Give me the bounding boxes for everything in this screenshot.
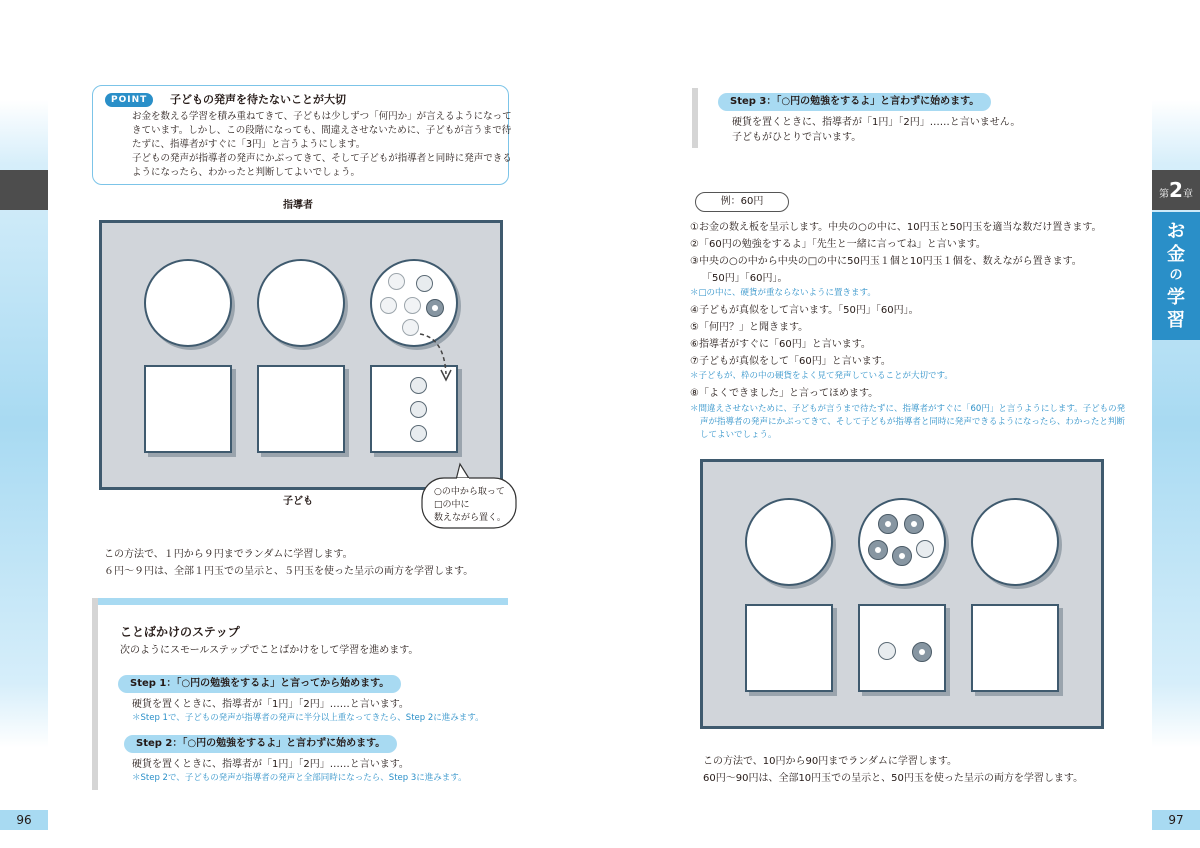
point-line: たずに、指導者がすぐに「3円」と言うようにします。 <box>132 139 366 150</box>
step2-body: 硬貨を置くときに、指導者が「1円」「2円」……と言います。 <box>132 759 409 770</box>
example-note: 声が指導者の発声にかぶってきて、そして子どもが指導者と同時に発声できるようになったら、わかったと判断 <box>700 417 1125 427</box>
example-item: 「50円」「60円」。 <box>702 273 788 284</box>
step3-line: 子どもがひとりで言います。 <box>732 132 862 143</box>
board-square <box>745 604 833 692</box>
chapter-title-char: 金 <box>1167 244 1185 265</box>
example-list <box>690 220 1125 442</box>
coin-10yen <box>916 540 934 558</box>
board-square <box>257 365 345 453</box>
steps-section-bar <box>92 598 508 605</box>
point-body <box>132 110 512 180</box>
example-item: ⑧「よくできました」と言ってほめます。 <box>690 388 879 399</box>
chapter-suffix: 章 <box>1182 189 1193 200</box>
steps-section-title: ことばかけのステップ <box>120 625 240 639</box>
example-note: ＊子どもが、枠の中の硬貨をよく見て発声していることが大切です。 <box>690 371 953 381</box>
step3-line: 硬貨を置くときに、指導者が「1円」「2円」……と言いません。 <box>732 117 1021 128</box>
example-item: ②「60円の勉強をするよ」「先生と一緒に言ってね」と言います。 <box>690 239 986 250</box>
left-body-line: この方法で、１円から９円までランダムに学習します。 <box>104 549 353 560</box>
point-title: 子どもの発声を待たないことが大切 <box>170 93 346 106</box>
board-circle <box>971 498 1059 586</box>
board-square <box>144 365 232 453</box>
page-number-right: 97 <box>1152 810 1200 830</box>
chapter-prefix: 第 <box>1159 189 1170 200</box>
coin-10yen <box>878 642 896 660</box>
point-line: ようになったら、わかったと判断してよいでしょう。 <box>132 167 361 178</box>
bubble-line: □の中に <box>434 500 470 510</box>
counting-board-right <box>700 459 1104 729</box>
coin-1yen <box>416 275 433 292</box>
board-circle <box>144 259 232 347</box>
coin-1yen-faded <box>380 297 397 314</box>
right-body-line: この方法で、10円から90円までランダムに学習します。 <box>703 756 958 767</box>
chapter-title-char: 習 <box>1167 310 1185 331</box>
step3-rule <box>692 88 698 148</box>
example-note: してよいでしょう。 <box>700 430 777 440</box>
point-badge: POINT <box>105 93 153 107</box>
step3-label: Step 3：「○円の勉強をするよ」と言わずに始めます。 <box>718 93 991 111</box>
coin-1yen-faded <box>388 273 405 290</box>
speech-bubble-text <box>434 486 506 525</box>
example-item: ④子どもが真似をして言います。「50円」「60円」。 <box>690 305 919 316</box>
example-item: ①お金の数え板を呈示します。中央の○の中に、10円玉と50円玉を適当な数だけ置きます。 <box>690 222 1102 233</box>
figure-label-teacher: 指導者 <box>283 200 313 211</box>
step2-label: Step 2：「○円の勉強をするよ」と言わずに始めます。 <box>124 735 397 753</box>
example-item: ⑥指導者がすぐに「60円」と言います。 <box>690 339 871 350</box>
coin-50yen <box>892 546 912 566</box>
steps-section-intro: 次のようにスモールステップでことばかけをして学習を進めます。 <box>120 645 419 656</box>
point-line: 子どもの発声が指導者の発声にかぶってきて、そして子どもが指導者と同時に発声できる <box>132 153 512 164</box>
steps-section-rule <box>92 598 98 790</box>
chapter-number: 2 <box>1169 178 1183 202</box>
board-circle-coins <box>858 498 946 586</box>
board-square <box>971 604 1059 692</box>
example-note: ＊間違えさせないために、子どもが言うまで待たずに、指導者がすぐに「60円」と言うようにします。子どもの発 <box>690 404 1126 414</box>
coin-50yen <box>878 514 898 534</box>
right-body-line: 60円～90円は、全部10円玉での呈示と、50円玉を使った呈示の両方を学習します。 <box>703 773 1084 784</box>
left-body-line: ６円～９円は、全部１円玉での呈示と、５円玉を使った呈示の両方を学習します。 <box>104 566 474 577</box>
bubble-line: ○の中から取って <box>434 487 505 497</box>
figure-label-child: 子ども <box>283 496 313 507</box>
coin-5yen <box>426 299 444 317</box>
point-line: きています。しかし、この段階になっても、間違えさせないために、子どもが言うまで待 <box>132 125 512 136</box>
step1-note: ＊Step 1で、子どもの発声が指導者の発声に半分以上重なってきたら、Step 2に進みます。 <box>132 713 484 723</box>
chapter-title-char: お <box>1167 221 1185 242</box>
chapter-title-char: 学 <box>1167 287 1185 308</box>
bubble-line: 数えながら置く。 <box>434 513 506 523</box>
coin-1yen <box>410 401 427 418</box>
example-label: 例：60円 <box>695 192 789 212</box>
coin-1yen <box>410 425 427 442</box>
chapter-title-char: の <box>1169 268 1183 283</box>
example-note: ＊□の中に、硬貨が重ならないように置きます。 <box>690 288 876 298</box>
example-item: ⑦子どもが真似をして「60円」と言います。 <box>690 356 891 367</box>
board-square-coins <box>858 604 946 692</box>
page-number-left: 96 <box>0 810 48 830</box>
chapter-title-tab <box>1152 212 1200 340</box>
board-circle <box>257 259 345 347</box>
step1-body: 硬貨を置くときに、指導者が「1円」「2円」……と言います。 <box>132 699 409 710</box>
chapter-badge <box>1152 170 1200 210</box>
coin-1yen-faded <box>404 297 421 314</box>
left-chapter-marker <box>0 170 48 210</box>
example-item: ③中央の○の中から中央の□の中に50円玉１個と10円玉１個を、数えながら置きます。 <box>690 256 1082 267</box>
example-item: ⑤「何円？」と聞きます。 <box>690 322 809 333</box>
board-circle <box>745 498 833 586</box>
step1-label: Step 1：「○円の勉強をするよ」と言ってから始めます。 <box>118 675 401 693</box>
coin-50yen <box>868 540 888 560</box>
coin-50yen <box>904 514 924 534</box>
move-arrow <box>410 330 460 385</box>
step2-note: ＊Step 2で、子どもの発声が指導者の発声と全部同時になったら、Step 3に進みます。 <box>132 773 467 783</box>
point-line: お金を数える学習を積み重ねてきて、子どもは少しずつ「何円か」が言えるようになって <box>132 111 512 122</box>
coin-50yen <box>912 642 932 662</box>
